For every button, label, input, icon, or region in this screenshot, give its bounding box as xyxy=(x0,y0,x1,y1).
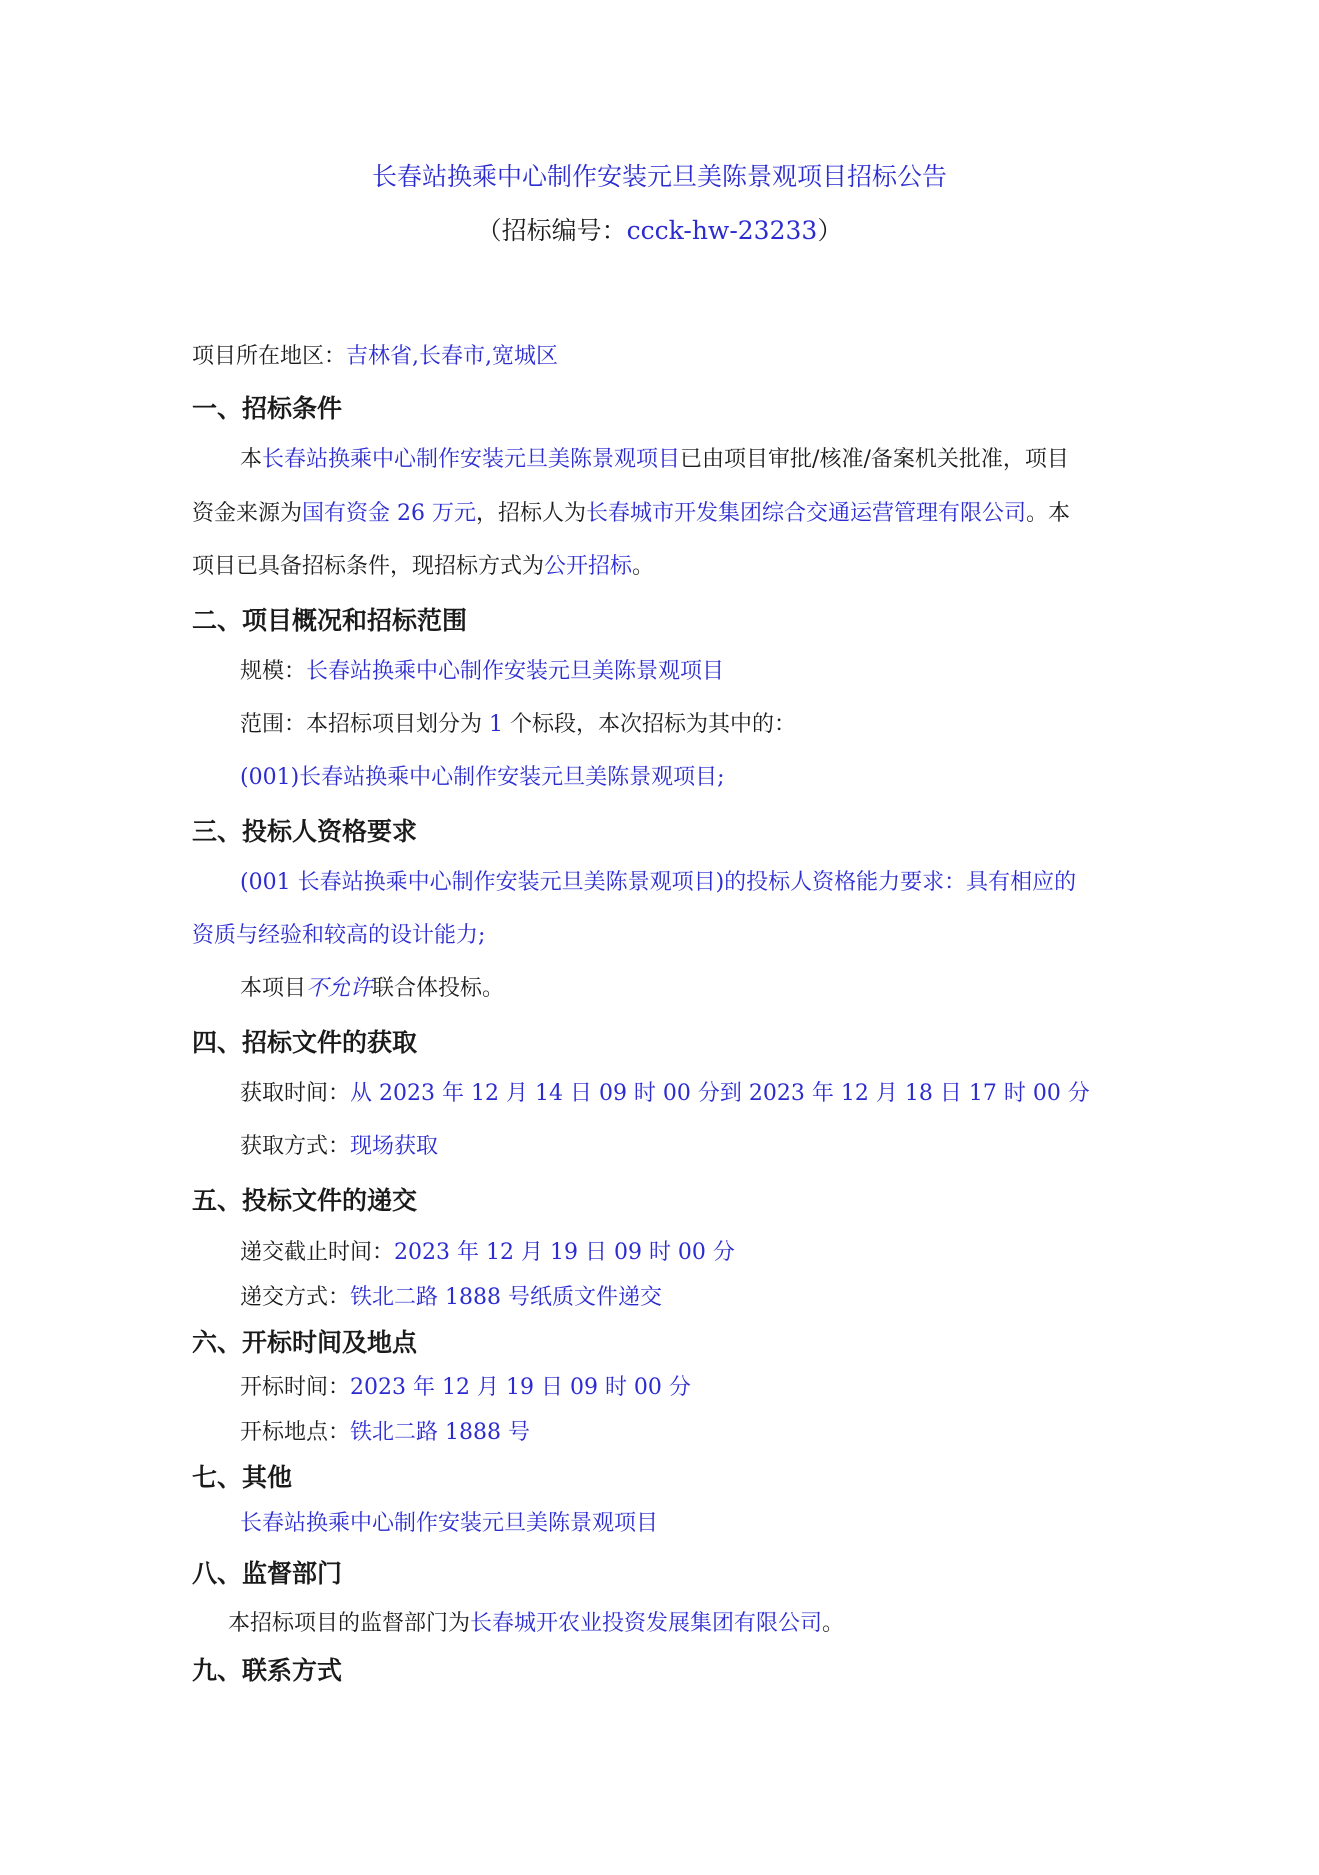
scale-label: 规模： xyxy=(240,659,307,684)
submit-deadline-value: 2023 年 12 月 19 日 09 时 00 分 xyxy=(394,1240,735,1265)
section-2-heading: 二、项目概况和招标范围 xyxy=(192,606,468,635)
text: 。 xyxy=(822,1611,845,1636)
other-text: 长春站换乘中心制作安装元旦美陈景观项目 xyxy=(240,1511,659,1536)
bid-number-open: （招标编号： xyxy=(476,216,627,245)
section-1-line-2 xyxy=(192,499,1070,529)
qualification-line-1: (001 长春站换乘中心制作安装元旦美陈景观项目)的投标人资格能力要求：具有相应的 xyxy=(240,870,1077,895)
fund-source: 国有资金 26 万元 xyxy=(302,501,476,526)
section-4-heading: 四、招标文件的获取 xyxy=(192,1028,418,1057)
bid-number xyxy=(0,214,1319,248)
obtain-time-value: 从 2023 年 12 月 14 日 09 时 00 分到 2023 年 12 月 18 日 17 时 00 分 xyxy=(350,1081,1090,1106)
supervision-line xyxy=(228,1609,844,1639)
text: 资金来源为 xyxy=(192,501,303,526)
text: 个标段，本次招标为其中的： xyxy=(510,712,797,737)
obtain-method-label: 获取方式： xyxy=(240,1134,351,1159)
lot-count: 1 xyxy=(482,712,510,737)
tenderer-name: 长春城市开发集团综合交通运营管理有限公司 xyxy=(586,501,1027,526)
text: 项目已具备招标条件，现招标方式为 xyxy=(192,554,545,579)
consortium-line xyxy=(240,974,504,1004)
consortium-status: 不允许 xyxy=(306,976,373,1001)
bid-number-close: ） xyxy=(817,216,843,245)
text: 范围：本招标项目划分为 xyxy=(240,712,483,737)
section-3-heading: 三、投标人资格要求 xyxy=(192,817,418,846)
opening-place-value: 铁北二路 1888 号 xyxy=(350,1420,530,1445)
scale-value: 长春站换乘中心制作安装元旦美陈景观项目 xyxy=(306,659,725,684)
qualification-line-2: 资质与经验和较高的设计能力; xyxy=(192,923,486,948)
section-1-line-3 xyxy=(192,552,654,582)
text: 本招标项目的监督部门为 xyxy=(228,1611,471,1636)
text: 联合体投标。 xyxy=(372,976,505,1001)
submit-method-label: 递交方式： xyxy=(240,1285,351,1310)
region-value: 吉林省,长春市,宽城区 xyxy=(346,344,559,369)
obtain-method-value: 现场获取 xyxy=(350,1134,439,1159)
supervision-dept: 长春城开农业投资发展集团有限公司 xyxy=(470,1611,823,1636)
section-8-heading: 八、监督部门 xyxy=(192,1559,343,1588)
section-9-heading: 九、联系方式 xyxy=(192,1656,343,1685)
project-name: 长春站换乘中心制作安装元旦美陈景观项目 xyxy=(262,447,681,472)
obtain-time-label: 获取时间： xyxy=(240,1081,351,1106)
scope-line xyxy=(240,710,796,740)
submit-deadline-line xyxy=(240,1238,735,1268)
region-label: 项目所在地区： xyxy=(192,344,347,369)
opening-time-label: 开标时间： xyxy=(240,1375,351,1400)
text: 本项目 xyxy=(240,976,307,1001)
opening-time-line xyxy=(240,1373,691,1403)
text: 已由项目审批/核准/备案机关批准，项目 xyxy=(680,447,1069,472)
section-1-line-1 xyxy=(240,445,1069,475)
section-5-heading: 五、投标文件的递交 xyxy=(192,1186,418,1215)
text: 。 xyxy=(632,554,655,579)
tender-method: 公开招标 xyxy=(544,554,633,579)
obtain-time-line xyxy=(240,1079,1090,1109)
opening-place-label: 开标地点： xyxy=(240,1420,351,1445)
document-title: 长春站换乘中心制作安装元旦美陈景观项目招标公告 xyxy=(371,162,947,191)
section-6-heading: 六、开标时间及地点 xyxy=(192,1328,418,1357)
section-7-heading: 七、其他 xyxy=(192,1463,293,1492)
scale-line xyxy=(240,657,724,687)
submit-method-line xyxy=(240,1283,662,1313)
bid-number-code: ccck-hw-23233 xyxy=(626,216,818,245)
text: 本 xyxy=(240,447,263,472)
text: 。本 xyxy=(1026,501,1071,526)
opening-place-line xyxy=(240,1418,530,1448)
text: ，招标人为 xyxy=(476,501,587,526)
submit-method-value: 铁北二路 1888 号纸质文件递交 xyxy=(350,1285,662,1310)
submit-deadline-label: 递交截止时间： xyxy=(240,1240,395,1265)
project-region xyxy=(192,342,558,372)
obtain-method-line xyxy=(240,1132,438,1162)
lot-item: (001)长春站换乘中心制作安装元旦美陈景观项目; xyxy=(240,765,725,790)
section-1-heading: 一、招标条件 xyxy=(192,394,343,423)
opening-time-value: 2023 年 12 月 19 日 09 时 00 分 xyxy=(350,1375,691,1400)
